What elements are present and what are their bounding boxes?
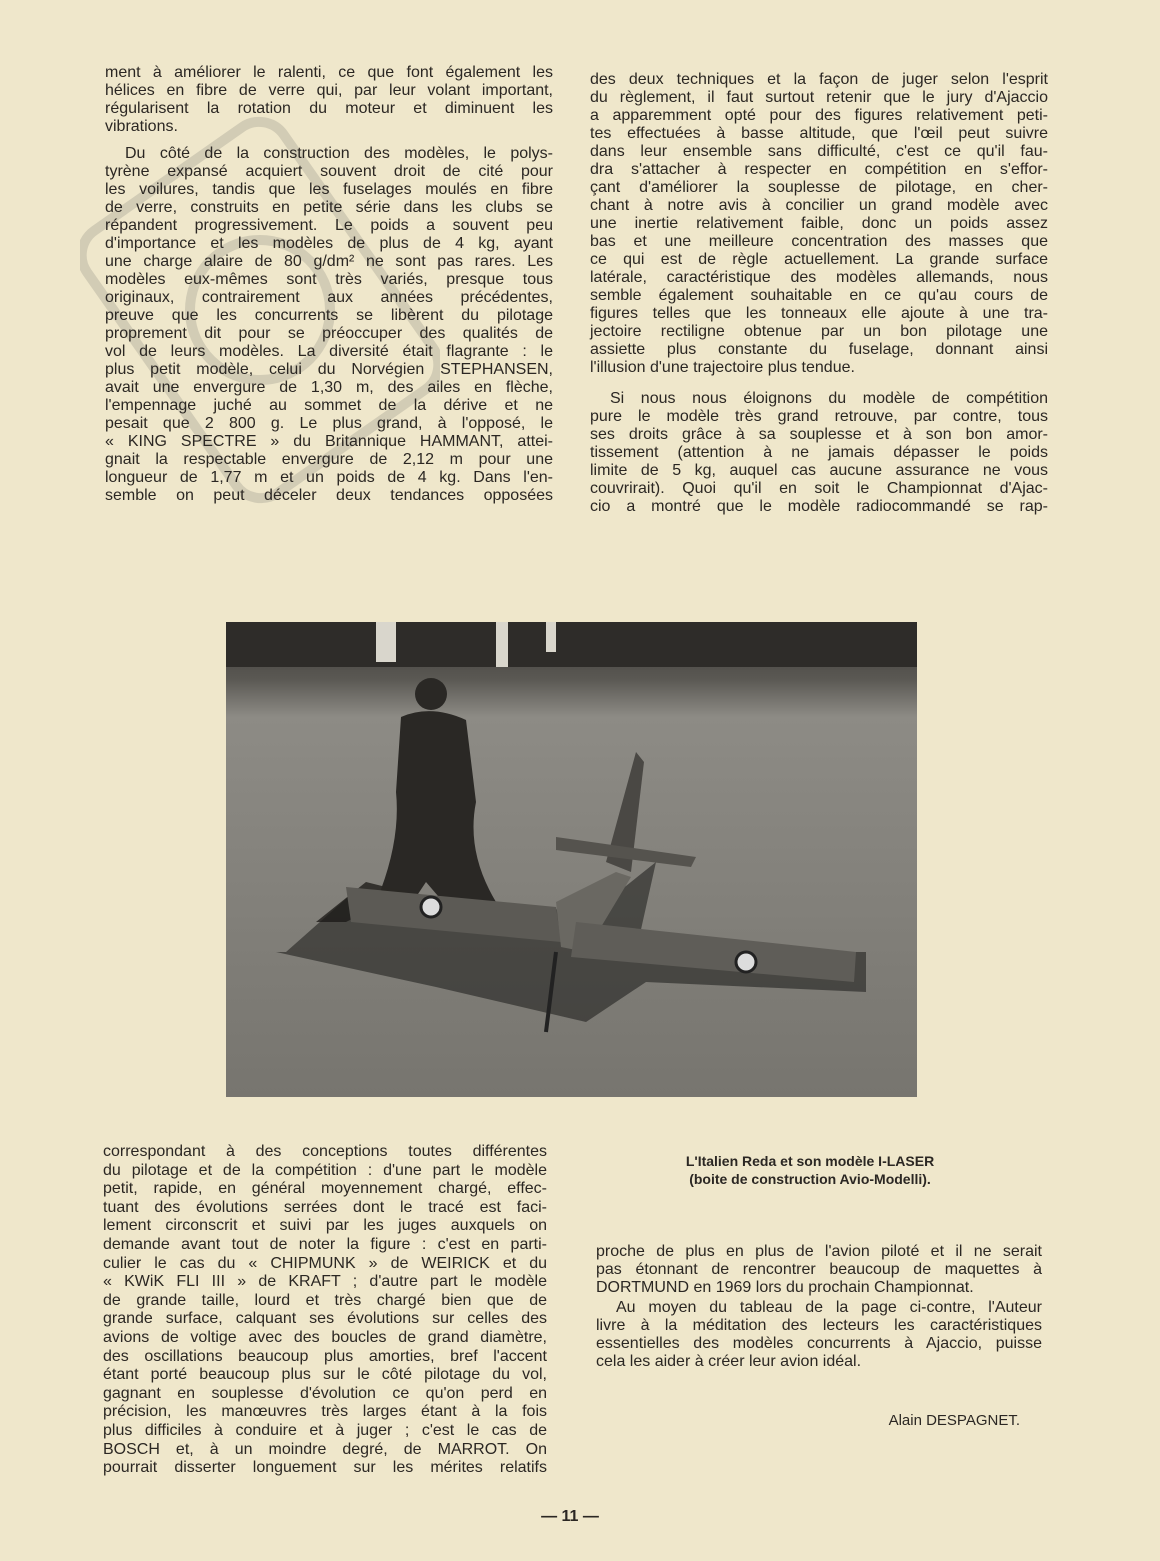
text-line: des deux techniques et la façon de juger selon l'esprit	[590, 71, 1048, 88]
text-line: avait une envergure de 1,30 m, des ailes en flèche,	[105, 379, 553, 396]
text-line: tuant des évolutions serrées dont le tracé est faci-	[103, 1198, 547, 1216]
caption-line-2: (boite de construction Avio-Modelli).	[689, 1171, 931, 1187]
text-line: assiette plus constante du fuselage, donnant ainsi	[590, 341, 1048, 358]
text-line: vibrations.	[105, 118, 178, 135]
text-line: avions de voltige avec des boucles de grand diamètre,	[103, 1329, 547, 1346]
text-line: plus difficiles à conduire et à juger ; c'est le cas de	[103, 1422, 547, 1439]
text-line: livre à la méditation des lecteurs les caractéristiques	[596, 1317, 1042, 1334]
text-line: précision, les manœuvres très larges étant à la fois	[103, 1403, 547, 1421]
text-line: çant d'améliorer la souplesse de pilotage, en cher-	[590, 179, 1048, 196]
text-line: DORTMUND en 1969 lors du prochain Championnat.	[596, 1279, 974, 1296]
text-line: dans leur ensemble sans difficulté, c'est ce qu'il fau-	[590, 143, 1048, 160]
text-line: culier le cas du « CHIPMUNK » de WEIRICK et du	[103, 1254, 547, 1272]
text-line: de grande taille, lourd et très chargé bien que de	[103, 1291, 547, 1309]
text-line: « KING SPECTRE » du Britannique HAMMANT, attei-	[105, 433, 553, 450]
text-line: modèles eux-mêmes sont très variés, presque tous	[105, 271, 553, 288]
text-line: gagnant en souplesse d'évolution ce qu'on perd en	[103, 1384, 547, 1402]
text-line: Si nous nous éloignons du modèle de compétition	[610, 390, 1048, 407]
caption-line-1: L'Italien Reda et son modèle I-LASER	[685, 1153, 935, 1169]
text-line: l'illusion d'une trajectoire plus tendue.	[590, 359, 855, 376]
text-line: lement circonscrit et suivi par les juges auxquels on	[103, 1217, 547, 1235]
text-line: chant à notre avis à concilier un grand modèle avec	[590, 197, 1048, 214]
text-line: longueur de 1,77 m et un poids de 4 kg. Dans l'en-	[105, 469, 553, 486]
text-line: ce qui est de règle actuellement. La grande surface	[590, 251, 1048, 268]
text-line: petit, rapide, en général moyennement chargé, effec-	[103, 1180, 547, 1198]
text-line: a apparemment opté pour des figures relativement peti-	[590, 107, 1048, 124]
text-line: pourrait disserter longuement sur les mérites relatifs	[103, 1459, 547, 1477]
text-line: essentielles des modèles concurrents à Ajaccio, puisse	[596, 1335, 1042, 1352]
text-line: correspondant à des conceptions toutes différentes	[103, 1143, 547, 1160]
text-line: une inertie relativement faible, donc un poids assez	[590, 215, 1048, 232]
text-line: dra s'attacher à respecter en compétition en s'effor-	[590, 161, 1048, 178]
text-line: proche de plus en plus de l'avion piloté et il ne serait	[596, 1243, 1042, 1260]
text-line: ses droits grâce à sa souplesse et à son bon amor-	[590, 426, 1048, 443]
text-line: « KWiK FLI III » de KRAFT ; d'autre part le modèle	[103, 1273, 547, 1291]
text-line: originaux, contrairement aux années précédentes,	[105, 289, 553, 306]
text-line: régularisent la rotation du moteur et diminuent les	[105, 100, 553, 117]
text-line: ment à améliorer le ralenti, ce que font également les	[105, 64, 553, 81]
text-line: latérale, caractéristique des modèles allemands, nous	[590, 269, 1048, 286]
text-line: tyrène expansé acquiert souvent droit de cité pour	[105, 163, 553, 180]
text-line: demande avant tout de noter la figure : c'est en parti-	[103, 1236, 547, 1253]
text-line: l'empennage juché au sommet de la dérive et ne	[105, 397, 553, 414]
text-line: les voilures, tandis que les fuselages moulés en fibre	[105, 181, 553, 198]
text-line: figures telles que les tonneaux elle ajoute à une tra-	[590, 305, 1048, 322]
text-line: Du côté de la construction des modèles, le polys-	[125, 145, 553, 162]
text-line: pesait que 2 800 g. Le plus grand, à l'opposé, le	[105, 415, 553, 432]
text-line: vol de leurs modèles. La diversité était flagrante : le	[105, 343, 553, 360]
text-line: plus petit modèle, celui du Norvégien STEPHANSEN,	[105, 361, 553, 378]
text-line: pas étonnant de rencontrer beaucoup de maquettes à	[596, 1261, 1042, 1278]
text-line: gnait la respectable envergure de 2,12 m pour une	[105, 451, 553, 468]
text-line: tes effectuées à basse altitude, que l'œil peut suivre	[590, 125, 1048, 142]
text-line: pure le modèle très grand retrouve, par contre, tous	[590, 408, 1048, 425]
text-line: BOSCH et, à un moindre degré, de MARROT. On	[103, 1440, 547, 1458]
text-line: une charge alaire de 80 g/dm² ne sont pas rares. Les	[105, 253, 553, 270]
text-line: bas et une meilleure concentration des masses que	[590, 233, 1048, 250]
page-number: — 11 —	[541, 1508, 599, 1525]
text-line: semble on peut déceler deux tendances opposées	[105, 487, 553, 504]
text-line: limite de 5 kg, auquel cas aucune assurance ne vous	[590, 462, 1048, 479]
text-line: hélices en fibre de verre qui, par leur volant important,	[105, 82, 553, 99]
text-line: semble également souhaitable en ce qu'au cours de	[590, 287, 1048, 304]
text-line: répandent progressivement. Le poids a souvent peu	[105, 217, 553, 234]
text-line: preuve que les concurrents se libèrent du pilotage	[105, 307, 553, 324]
text-line: grande surface, calquant ses évolutions sur celles des	[103, 1310, 547, 1328]
text-line: couvrirait). Quoi qu'il en soit le Championnat d'Ajac-	[590, 480, 1048, 497]
text-line: jectoire rectiligne obtenue par un bon pilotage une	[590, 323, 1048, 340]
photo-caption	[640, 1152, 980, 1188]
text-line: du pilotage et de la compétition : d'une part le modèle	[103, 1161, 547, 1179]
text-line: cio a montré que le modèle radiocommandé se rap-	[590, 498, 1048, 515]
author-signature: Alain DESPAGNET.	[888, 1412, 1020, 1429]
text-line: de verre, construits en petite série dans les clubs se	[105, 199, 553, 216]
text-line: tissement (attention à ne jamais dépasser le poids	[590, 444, 1048, 461]
text-line: cela les aider à créer leur avion idéal.	[596, 1353, 862, 1370]
text-line: d'importance et les modèles de plus de 4 kg, ayant	[105, 235, 553, 252]
text-line: Au moyen du tableau de la page ci-contre, l'Auteur	[616, 1299, 1042, 1316]
text-line: proprement dit pour se préoccuper des qualités de	[105, 325, 553, 342]
text-line: du règlement, il faut surtout retenir que le jury d'Ajaccio	[590, 89, 1048, 106]
text-line: des oscillations beaucoup plus amorties, bref l'accent	[103, 1347, 547, 1365]
text-line: étant porté beaucoup plus sur le côté pilotage du vol,	[103, 1366, 547, 1384]
photo-pilot-with-model-plane	[226, 622, 917, 1097]
